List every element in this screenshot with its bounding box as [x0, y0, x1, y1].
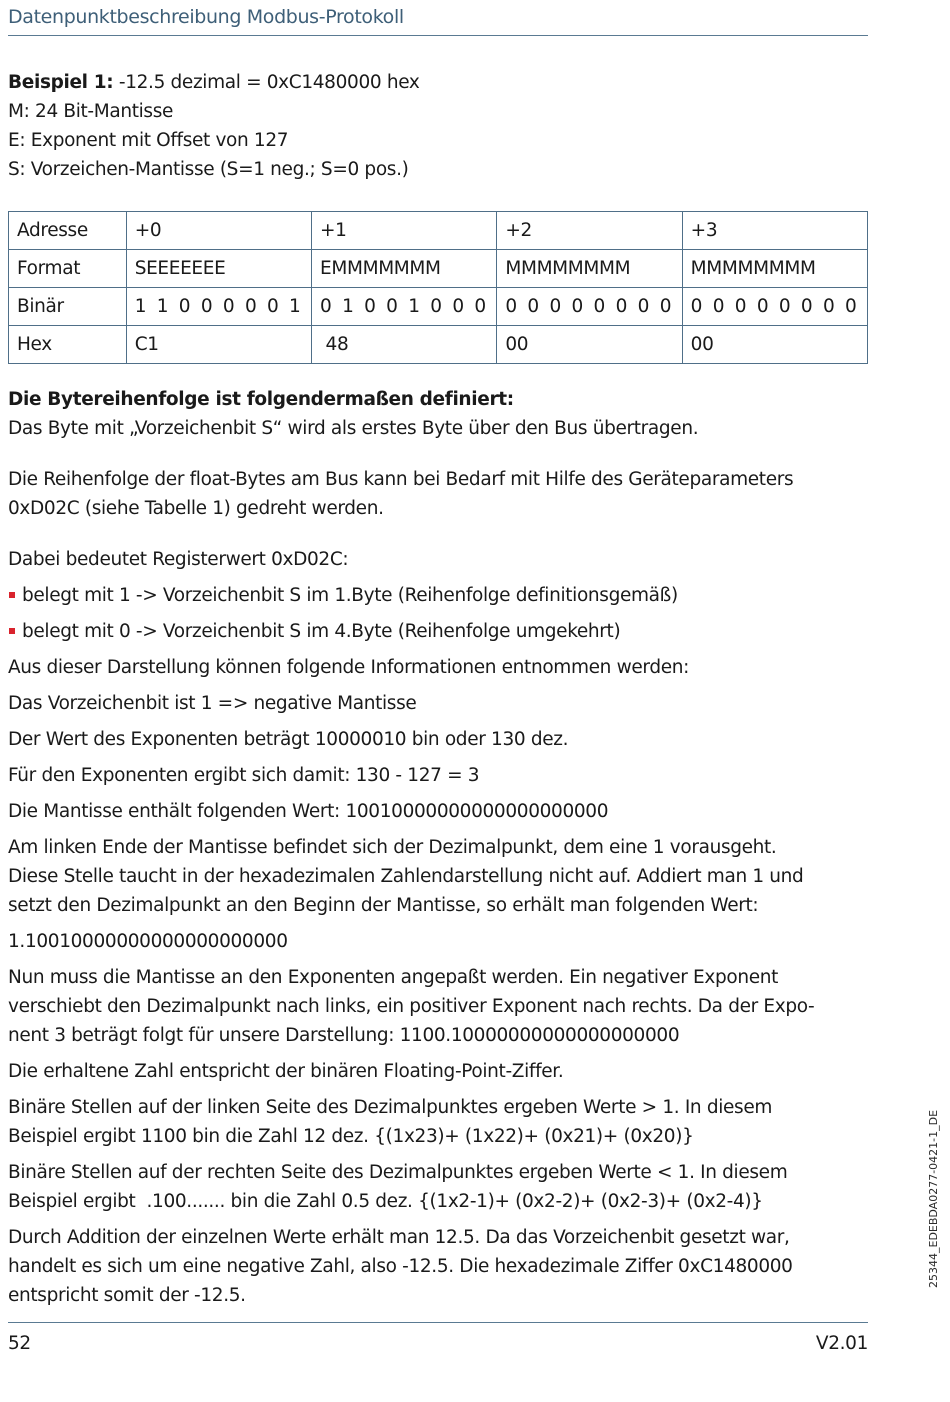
list-item	[8, 617, 868, 646]
explanation-line: Diese Stelle taucht in der hexadezimalen Zahlendarstellung nicht auf. Addiert man 1 und	[8, 866, 804, 887]
table-cell: +3	[682, 212, 867, 250]
table-cell: 48	[312, 326, 497, 364]
table-cell: 0 0 0 0 0 0 0 0	[497, 288, 682, 326]
example-title	[8, 68, 868, 97]
table-cell: EMMMMMMM	[312, 250, 497, 288]
table-cell: 00	[682, 326, 867, 364]
explanation-para: Das Vorzeichenbit ist 1 => negative Mantisse	[8, 693, 417, 714]
explanation-para	[8, 1158, 868, 1216]
explanation-line: Beispiel ergibt .100....... bin die Zahl 0.5 dez. {(1x2-1)+ (0x2-2)+ (0x2-3)+ (0x2-4)}	[8, 1191, 763, 1212]
byteorder-heading-text: Die Bytereihenfolge ist folgendermaßen definiert:	[8, 389, 514, 410]
explanation-line: handelt es sich um eine negative Zahl, also -12.5. Die hexadezimale Ziffer 0xC1480000	[8, 1256, 793, 1277]
explanation-line: nent 3 beträgt folgt für unsere Darstellung: 1100.10000000000000000000	[8, 1025, 680, 1046]
table-cell: C1	[126, 326, 311, 364]
table-row	[9, 288, 868, 326]
table-cell: +1	[312, 212, 497, 250]
byteorder-section	[8, 385, 868, 646]
table-cell: MMMMMMMM	[497, 250, 682, 288]
table-row	[9, 212, 868, 250]
table-cell: 1 1 0 0 0 0 0 1	[126, 288, 311, 326]
bullet-icon	[9, 592, 15, 598]
explanation-section	[8, 653, 868, 1310]
explanation-para: Die Mantisse enthält folgenden Wert: 10010000000000000000000	[8, 801, 609, 822]
explanation-para	[8, 963, 868, 1050]
explanation-para	[8, 1223, 868, 1310]
explanation-para: Aus dieser Darstellung können folgende Informationen entnommen werden:	[8, 657, 690, 678]
example-line-exponent: E: Exponent mit Offset von 127	[8, 130, 289, 151]
example-label: Beispiel 1:	[8, 72, 114, 93]
explanation-line: verschiebt den Dezimalpunkt nach links, ein positiver Exponent nach rechts. Da der Expo-	[8, 996, 815, 1017]
register-line: Dabei bedeutet Registerwert 0xD02C:	[8, 549, 349, 570]
explanation-para	[8, 1093, 868, 1151]
explanation-line: Beispiel ergibt 1100 bin die Zahl 12 dez. {(1x23)+ (1x22)+ (0x21)+ (0x20)}	[8, 1126, 694, 1147]
explanation-line: Nun muss die Mantisse an den Exponenten angepaßt werden. Ein negativer Exponent	[8, 967, 779, 988]
example-line-sign: S: Vorzeichen-Mantisse (S=1 neg.; S=0 pos.)	[8, 159, 409, 180]
table-cell: Adresse	[9, 212, 127, 250]
list-item-text: belegt mit 1 -> Vorzeichenbit S im 1.Byte (Reihenfolge definitionsgemäß)	[22, 585, 678, 606]
explanation-para: 1.10010000000000000000000	[8, 931, 288, 952]
table-cell: +2	[497, 212, 682, 250]
version-label: V2.01	[815, 1333, 868, 1354]
explanation-line: Durch Addition der einzelnen Werte erhält man 12.5. Da das Vorzeichenbit gesetzt war,	[8, 1227, 790, 1248]
explanation-line: Am linken Ende der Mantisse befindet sich der Dezimalpunkt, dem eine 1 vorausgeht.	[8, 837, 777, 858]
list-item	[8, 581, 868, 610]
byte-table	[8, 211, 868, 364]
explanation-para: Für den Exponenten ergibt sich damit: 130 - 127 = 3	[8, 765, 480, 786]
table-row	[9, 250, 868, 288]
explanation-para: Der Wert des Exponenten beträgt 10000010 bin oder 130 dez.	[8, 729, 569, 750]
table-cell: +0	[126, 212, 311, 250]
byteorder-para-line: 0xD02C (siehe Tabelle 1) gedreht werden.	[8, 498, 384, 519]
list-item-text: belegt mit 0 -> Vorzeichenbit S im 4.Byte (Reihenfolge umgekehrt)	[22, 621, 621, 642]
example-line-mantisse: M: 24 Bit-Mantisse	[8, 101, 174, 122]
explanation-line: setzt den Dezimalpunkt an den Beginn der Mantisse, so erhält man folgenden Wert:	[8, 895, 759, 916]
document-code: 25344_EDEBDA0277-0421-1_DE	[927, 1109, 940, 1288]
table-cell: 00	[497, 326, 682, 364]
byteorder-heading	[8, 385, 868, 414]
document-title: Datenpunktbeschreibung Modbus-Protokoll	[8, 6, 404, 28]
explanation-para: Die erhaltene Zahl entspricht der binären Floating-Point-Ziffer.	[8, 1061, 564, 1082]
explanation-line: entspricht somit der -12.5.	[8, 1285, 246, 1306]
table-cell: Binär	[9, 288, 127, 326]
table-cell: SEEEEEEE	[126, 250, 311, 288]
page-content	[8, 68, 868, 1317]
byteorder-para-line: Die Reihenfolge der float-Bytes am Bus kann bei Bedarf mit Hilfe des Geräteparameters	[8, 469, 794, 490]
table-row	[9, 326, 868, 364]
explanation-line: Binäre Stellen auf der linken Seite des Dezimalpunktes ergeben Werte > 1. In diesem	[8, 1097, 773, 1118]
table-cell: 0 1 0 0 1 0 0 0	[312, 288, 497, 326]
example-text: -12.5 dezimal = 0xC1480000 hex	[113, 72, 420, 93]
page-number: 52	[8, 1333, 31, 1354]
explanation-para	[8, 833, 868, 920]
page-footer	[8, 1322, 868, 1359]
page-header	[8, 6, 868, 36]
table-cell: Format	[9, 250, 127, 288]
byteorder-line: Das Byte mit „Vorzeichenbit S“ wird als erstes Byte über den Bus übertragen.	[8, 418, 699, 439]
table-cell: Hex	[9, 326, 127, 364]
explanation-line: Binäre Stellen auf der rechten Seite des Dezimalpunktes ergeben Werte < 1. In diesem	[8, 1162, 788, 1183]
example-block	[8, 68, 868, 184]
table-cell: MMMMMMMM	[682, 250, 867, 288]
table-cell: 0 0 0 0 0 0 0 0	[682, 288, 867, 326]
bullet-icon	[9, 628, 15, 634]
